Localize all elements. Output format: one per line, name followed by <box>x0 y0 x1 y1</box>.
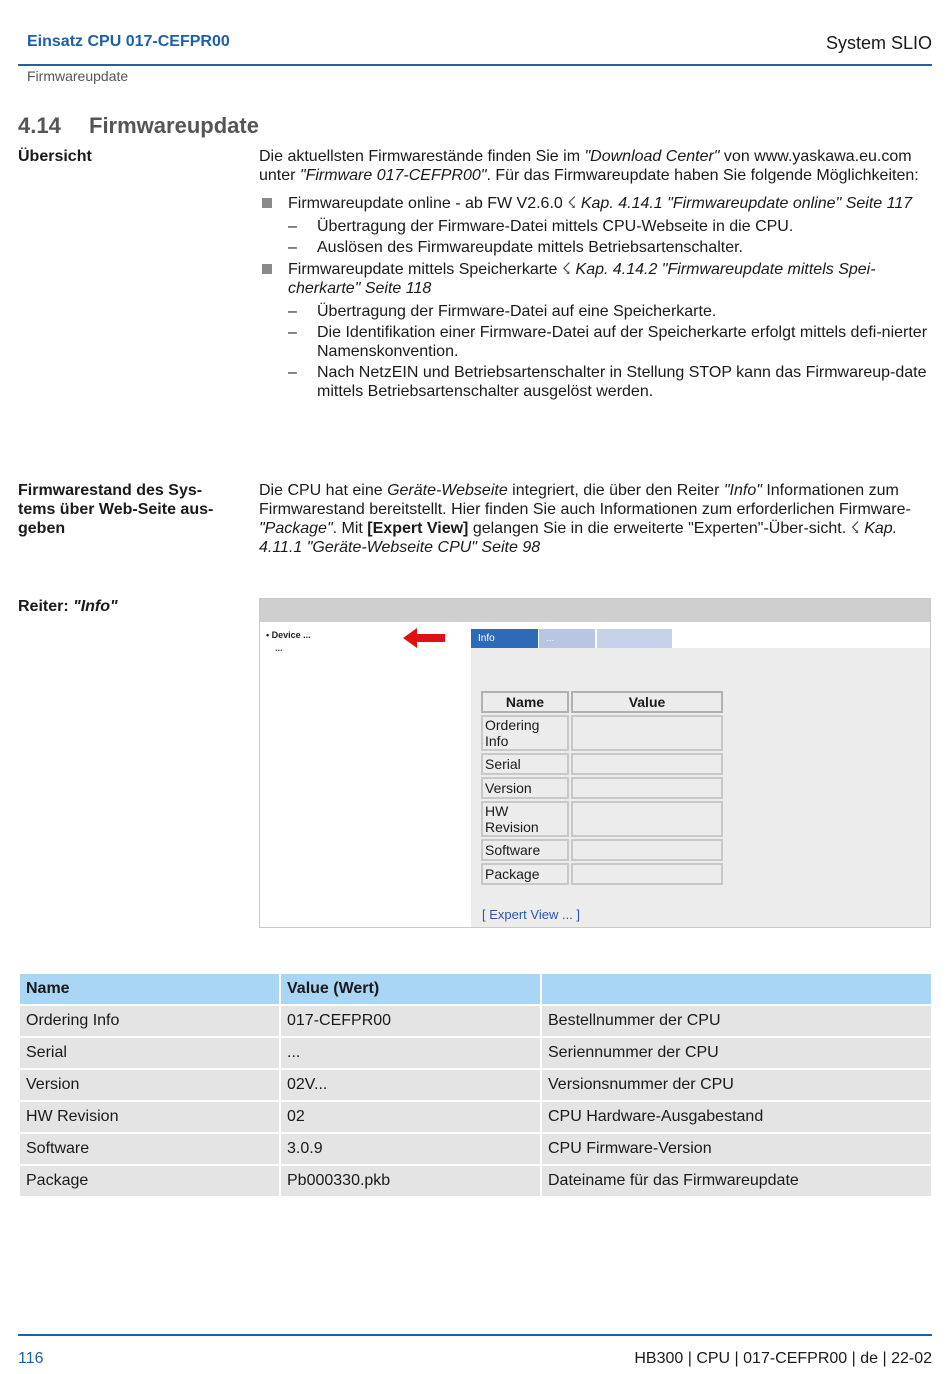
document-id: HB300 | CPU | 017-CEFPR00 | de | 22-02 <box>634 1350 932 1367</box>
table-row: Ordering Info 017-CEFPR00 Bestellnummer der CPU <box>20 1006 931 1036</box>
page-number: 116 <box>18 1350 44 1367</box>
tab-blank[interactable] <box>596 629 672 648</box>
red-left-arrow-icon <box>403 627 447 649</box>
chapter-link[interactable]: Kap. 4.11.1 "Geräte-Webseite CPU" Seite 98 <box>259 520 898 556</box>
firmware-info-table <box>18 972 933 1198</box>
list-item: – Die Identifikation einer Firmware-Datei auf der Speicherkarte erfolgt mittels defi-nierter Namenskonvention. <box>288 324 928 360</box>
list-item: – Auslösen des Firmwareupdate mittels Betriebsartenschalter. <box>288 239 743 256</box>
table-row: Package Pb000330.pkb Dateiname für das Firmwareupdate <box>20 1166 931 1196</box>
table-row: HW Revision 02 CPU Hardware-Ausgabestand <box>20 1102 931 1132</box>
overview-intro: Die aktuellsten Firmwarestände finden Sie im "Download Center" von www.yaskawa.eu.com unter "Firmware 017-CEFPR00". Für das Firmwareupdate haben Sie folgende Möglichkeiten: <box>259 148 919 184</box>
list-item: Firmwareupdate mittels Speicherkarte ☇ Kap. 4.14.2 "Firmwareupdate mittels Spei-cherkarte" Seite 118 – Übertragung der Firmware-Datei auf eine Speicherkarte. – Die Identifikation einer Firmware-Datei auf der Speicherkarte erfolgt mittels defi-nierter Namenskonvention. – Nach NetzEIN und Betriebsartenschalter in Stellung STOP kann das Firmwareup-date mittels Betriebsartenschalter ausgelöst werden. <box>259 260 931 401</box>
header-title-right: System SLIO <box>825 33 932 53</box>
webpage-body: Die CPU hat eine Geräte-Webseite integriert, die über den Reiter "Info" Informationen zum Firmwarestand bereitstellt. Hier finden Sie auch Informationen zum erforderlichen Firmware-"Package". Mit [Expert View] gelangen Sie in die erweiterte "Experten"-Über-sicht. ☇ Kap. 4.11.1 "Geräte-Webseite CPU" Seite 98 <box>259 482 911 556</box>
info-table <box>479 689 725 887</box>
device-tree-subitem[interactable]: ... <box>275 643 283 653</box>
header-title-left: Einsatz CPU 017-CEFPR00 <box>27 33 230 50</box>
table-row: Serial <box>481 753 723 775</box>
table-row: Version <box>481 777 723 799</box>
section-title: Firmwareupdate <box>89 113 259 138</box>
tab-info[interactable]: Info <box>471 629 538 648</box>
header-subtitle: Firmwareupdate <box>27 68 129 84</box>
square-bullet-icon <box>262 264 272 274</box>
overview-label: Übersicht <box>18 148 92 165</box>
table-row: Package <box>481 863 723 885</box>
table-row: HW Revision <box>481 801 723 837</box>
table-row: Software <box>481 839 723 861</box>
square-bullet-icon <box>262 198 272 208</box>
list-item: Firmwareupdate online - ab FW V2.6.0 ☇ Kap. 4.14.1 "Firmwareupdate online" Seite 117 – Übertragung der Firmware-Datei mittels CPU-Webseite in die CPU. – Auslösen des Firmwareupdate mittels Betriebsartenschalter. <box>259 194 931 257</box>
hand-pointer-icon: ☇ <box>850 520 860 537</box>
list-item: – Übertragung der Firmware-Datei auf eine Speicherkarte. <box>288 303 717 320</box>
tab-more[interactable]: ... <box>538 629 595 648</box>
chapter-link[interactable]: Kap. 4.14.2 "Firmwareupdate mittels Spei-cherkarte" Seite 118 <box>288 261 876 297</box>
overview-body <box>259 147 931 404</box>
header-divider <box>18 64 932 66</box>
table-row: Version 02V... Versionsnummer der CPU <box>20 1070 931 1100</box>
list-item: – Nach NetzEIN und Betriebsartenschalter in Stellung STOP kann das Firmwareup-date mittels Betriebsartenschalter ausgelöst werden. <box>288 364 927 400</box>
section-number: 4.14 <box>18 113 61 138</box>
section-heading <box>18 113 259 139</box>
table-header-row: Name Value <box>481 691 723 713</box>
table-header-row: Name Value (Wert) <box>20 974 931 1004</box>
hand-pointer-icon: ☇ <box>567 195 577 212</box>
expert-view-link[interactable]: [ Expert View ... ] <box>482 907 581 922</box>
screenshot-topbar <box>260 599 930 622</box>
table-row: Software 3.0.9 CPU Firmware-Version <box>20 1134 931 1164</box>
hand-pointer-icon: ☇ <box>561 261 572 278</box>
device-tree-item[interactable]: • Device ... <box>266 630 311 640</box>
list-item: – Übertragung der Firmware-Datei mittels CPU-Webseite in die CPU. <box>288 218 794 235</box>
tab-info-label: Reiter: "Info" <box>18 598 118 615</box>
chapter-link[interactable]: Kap. 4.14.1 "Firmwareupdate online" Seite 117 <box>580 195 913 212</box>
footer-divider <box>18 1334 932 1336</box>
webpage-label: Firmwarestand des Sys-tems über Web-Seite aus-geben <box>18 482 214 537</box>
table-row: Serial ... Seriennummer der CPU <box>20 1038 931 1068</box>
table-row: Ordering Info <box>481 715 723 751</box>
webpage-screenshot <box>259 598 931 928</box>
